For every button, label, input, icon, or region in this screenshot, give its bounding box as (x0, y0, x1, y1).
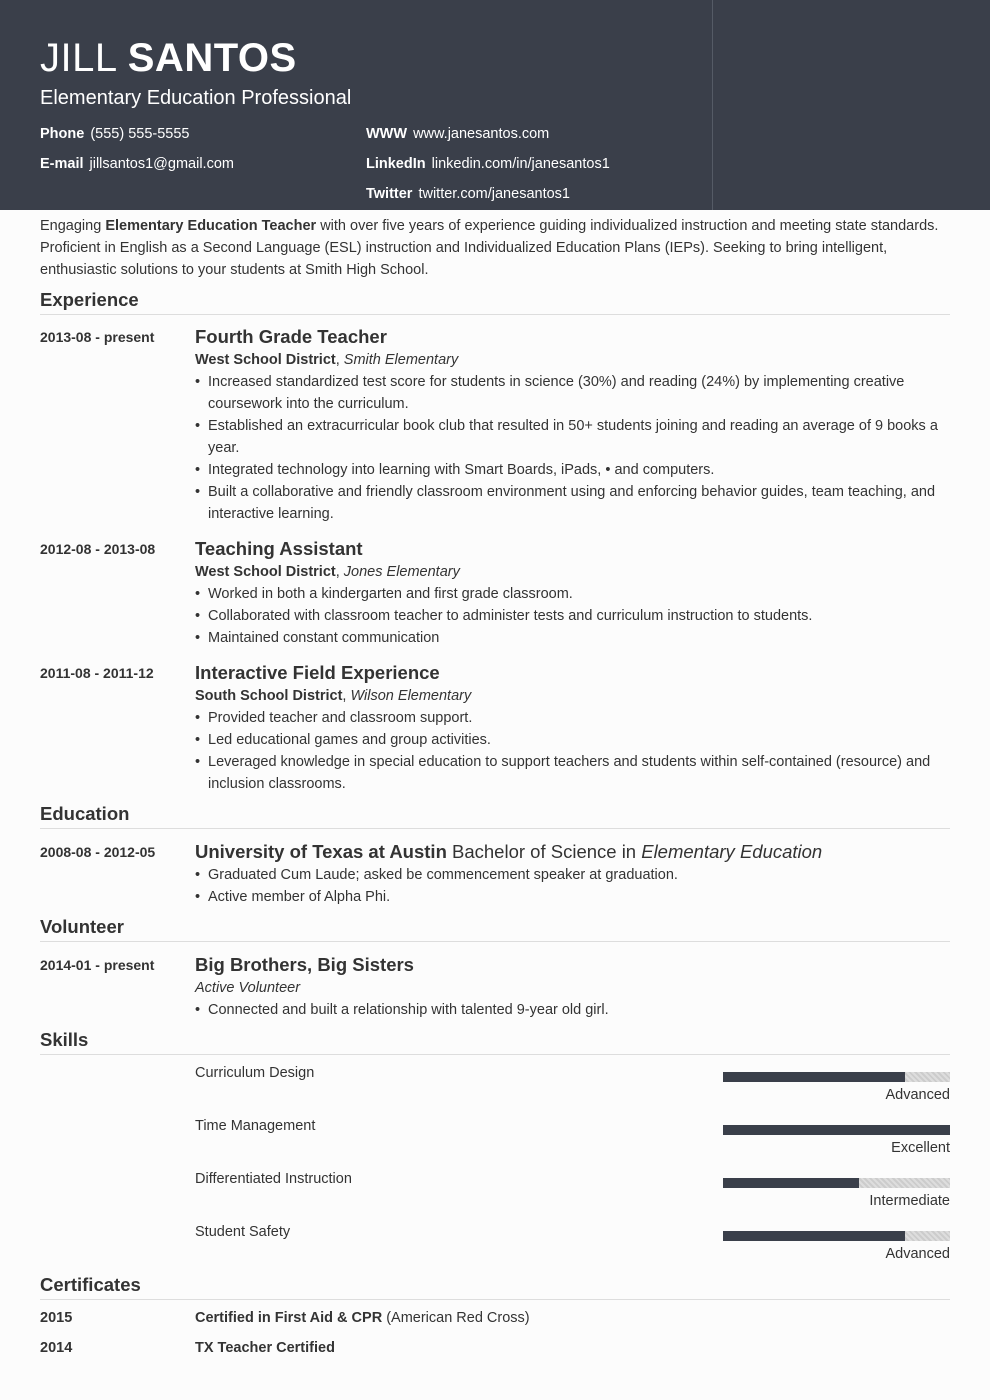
employer: West School District, Smith Elementary (195, 352, 459, 368)
skill-bar-fill (723, 1178, 859, 1188)
certificate-item: 2014 TX Teacher Certified (40, 1340, 335, 1356)
contact-linkedin[interactable]: LinkedIn linkedin.com/in/janesantos1 (366, 156, 610, 172)
bullet: • Maintained constant communication (195, 627, 950, 649)
section-certificates: Certificates (40, 1274, 950, 1300)
entry-date: 2013-08 - present (40, 329, 155, 345)
bullet: • Leveraged knowledge in special education to support teachers and students within self-contained (resource) and inclusion classrooms. (195, 751, 950, 795)
skill-level: Intermediate (869, 1193, 950, 1209)
bullet: • Established an extracurricular book club that resulted in 50+ students joining and reading an average of 9 books a year. (195, 415, 950, 459)
contact-www[interactable]: WWW www.janesantos.com (366, 126, 550, 142)
skill-bar-fill (723, 1072, 905, 1082)
bullet: • Collaborated with classroom teacher to administer tests and curriculum instruction to students. (195, 605, 950, 627)
contact-phone: Phone (555) 555-5555 (40, 126, 190, 142)
skill-name: Curriculum Design (195, 1065, 315, 1081)
job-title: Interactive Field Experience (195, 662, 440, 683)
bullet: • Integrated technology into learning with Smart Boards, iPads, • and computers. (195, 459, 950, 481)
summary: Engaging Elementary Education Teacher with over five years of experience guiding individualized instruction and meeting state standards. Proficient in English as a Second Language (ESL) instruction and Individualized Education Plans (IEPs). Seeking to bring intelligent, enthusiastic solutions to your students at Smith High School. (40, 218, 939, 278)
employer: South School District, Wilson Elementary (195, 688, 472, 704)
skill-name: Time Management (195, 1118, 316, 1134)
skill-item (195, 1171, 950, 1209)
skill-item (195, 1118, 950, 1156)
employer: West School District, Jones Elementary (195, 564, 460, 580)
volunteer-entry: 2014-01 - present Big Brothers, Big Sisters Active Volunteer • Connected and built a relationship with talented 9-year old girl. (40, 953, 950, 1021)
skill-bar (723, 1231, 950, 1241)
entry-date: 2012-08 - 2013-08 (40, 541, 156, 557)
section-education: Education (40, 803, 950, 829)
skill-bar (723, 1072, 950, 1082)
bullet: • Provided teacher and classroom support. (195, 707, 950, 729)
skill-bar (723, 1125, 950, 1135)
experience-entry (40, 325, 950, 525)
skill-bar-fill (723, 1125, 950, 1135)
skill-name: Differentiated Instruction (195, 1171, 352, 1187)
skill-item (195, 1224, 950, 1262)
skill-level: Advanced (885, 1087, 950, 1103)
bullet: • Led educational games and group activities. (195, 729, 950, 751)
bullet: • Worked in both a kindergarten and first grade classroom. (195, 583, 950, 605)
skill-level: Excellent (891, 1140, 950, 1156)
section-volunteer: Volunteer (40, 916, 950, 942)
skill-item (195, 1065, 950, 1103)
candidate-name: JILL SANTOS (40, 36, 297, 80)
candidate-title: Elementary Education Professional (40, 87, 352, 109)
bullet: • Increased standardized test score for students in science (30%) and reading (24%) by implementing creative coursework into the curriculum. (195, 371, 950, 415)
certificate-item: 2015 Certified in First Aid & CPR (American Red Cross) (40, 1310, 530, 1326)
entry-date: 2011-08 - 2011-12 (40, 665, 154, 681)
experience-entry (40, 537, 950, 649)
bullet: • Built a collaborative and friendly classroom environment using and enforcing behavior guides, team teaching, and interactive learning. (195, 481, 950, 525)
skill-name: Student Safety (195, 1224, 291, 1240)
divider (712, 0, 713, 210)
skill-bar-fill (723, 1231, 905, 1241)
education-entry: 2008-08 - 2012-05 University of Texas at Austin Bachelor of Science in Elementary Education • Graduated Cum Laude; asked be commencement speaker at graduation. • Active member of Alpha Phi. (40, 840, 950, 908)
skill-level: Advanced (885, 1246, 950, 1262)
section-skills: Skills (40, 1029, 950, 1055)
skill-bar (723, 1178, 950, 1188)
contact-email[interactable]: E-mail jillsantos1@gmail.com (40, 156, 234, 172)
contact-twitter[interactable]: Twitter twitter.com/janesantos1 (366, 186, 570, 202)
resume-header (0, 0, 990, 210)
job-title: Fourth Grade Teacher (195, 326, 387, 347)
section-experience: Experience (40, 289, 950, 315)
experience-entry (40, 661, 950, 795)
job-title: Teaching Assistant (195, 538, 363, 559)
